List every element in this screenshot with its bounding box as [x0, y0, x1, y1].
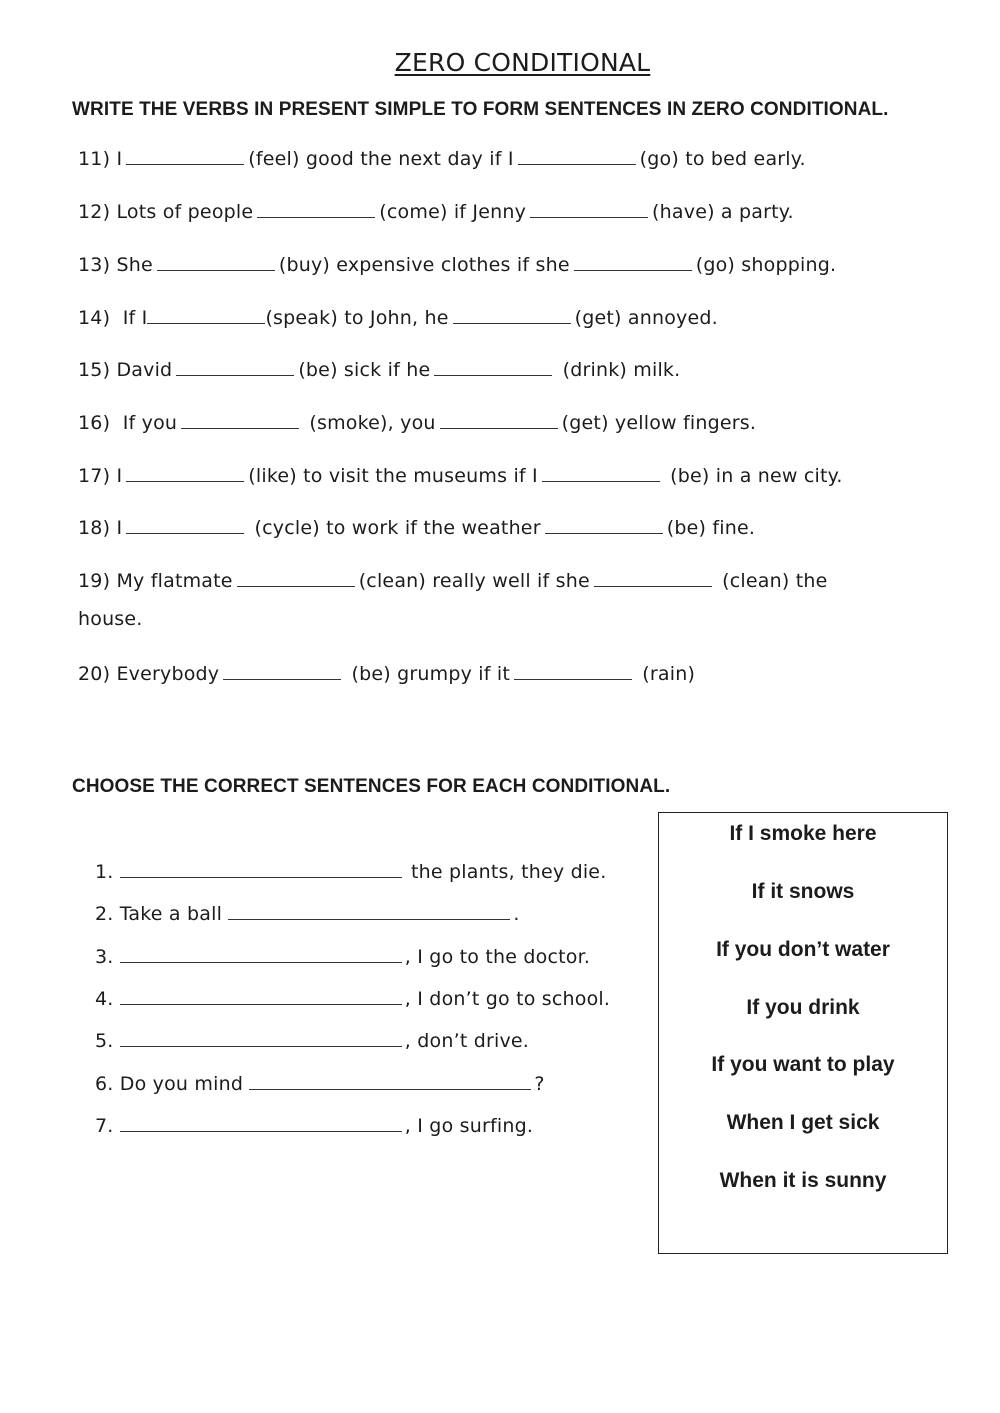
- options-box: [658, 812, 948, 1254]
- answer-blank[interactable]: [228, 901, 510, 920]
- choose-item: 5. , don’t drive.: [95, 1030, 530, 1052]
- answer-blank[interactable]: [574, 252, 692, 271]
- choose-item: 2. Take a ball .: [95, 903, 520, 925]
- choose-item: 4. , I don’t go to school.: [95, 988, 611, 1010]
- answer-blank[interactable]: [120, 944, 402, 963]
- option-item[interactable]: If you drink: [746, 996, 860, 1019]
- answer-blank[interactable]: [530, 199, 648, 218]
- answer-blank[interactable]: [147, 305, 265, 324]
- option-item[interactable]: When it is sunny: [719, 1169, 887, 1192]
- page-title: ZERO CONDITIONAL: [394, 48, 651, 77]
- answer-blank[interactable]: [120, 859, 402, 878]
- exercise-item: 15) David (be) sick if he (drink) milk.: [78, 359, 681, 381]
- answer-blank[interactable]: [518, 146, 636, 165]
- answer-blank[interactable]: [257, 199, 375, 218]
- exercise-item: 12) Lots of people (come) if Jenny (have) a party.: [78, 201, 794, 223]
- choose-item: 7. , I go surfing.: [95, 1115, 534, 1137]
- option-item[interactable]: If it snows: [751, 880, 855, 903]
- exercise-item: 11) I (feel) good the next day if I (go) to bed early.: [78, 148, 806, 170]
- answer-blank[interactable]: [237, 568, 355, 587]
- answer-blank[interactable]: [542, 463, 660, 482]
- section1-instruction: WRITE THE VERBS IN PRESENT SIMPLE TO FORM SENTENCES IN ZERO CONDITIONAL.: [72, 99, 889, 120]
- answer-blank[interactable]: [434, 357, 552, 376]
- exercise-item: 14) If I (speak) to John, he (get) annoyed.: [78, 307, 718, 329]
- option-item[interactable]: When I get sick: [726, 1111, 880, 1134]
- option-item[interactable]: If you don’t water: [716, 938, 890, 961]
- answer-blank[interactable]: [126, 463, 244, 482]
- exercise-item: 16) If you (smoke), you (get) yellow fingers.: [78, 412, 757, 434]
- exercise-item-continuation: house.: [78, 608, 143, 630]
- answer-blank[interactable]: [545, 515, 663, 534]
- answer-blank[interactable]: [120, 1028, 402, 1047]
- answer-blank[interactable]: [453, 305, 571, 324]
- section2-instruction: CHOOSE THE CORRECT SENTENCES FOR EACH CONDITIONAL.: [72, 776, 671, 797]
- exercise-item: 19) My flatmate (clean) really well if she (clean) the: [78, 570, 828, 592]
- answer-blank[interactable]: [594, 568, 712, 587]
- answer-blank[interactable]: [157, 252, 275, 271]
- choose-item: 1. the plants, they die.: [95, 861, 607, 883]
- answer-blank[interactable]: [176, 357, 294, 376]
- choose-item: 6. Do you mind ?: [95, 1073, 545, 1095]
- answer-blank[interactable]: [126, 515, 244, 534]
- choose-item: 3. , I go to the doctor.: [95, 946, 591, 968]
- answer-blank[interactable]: [126, 146, 244, 165]
- answer-blank[interactable]: [181, 410, 299, 429]
- answer-blank[interactable]: [120, 986, 402, 1005]
- exercise-item: 18) I (cycle) to work if the weather (be) fine.: [78, 517, 756, 539]
- option-item[interactable]: If I smoke here: [729, 822, 877, 845]
- exercise-item: 17) I (like) to visit the museums if I (be) in a new city.: [78, 465, 843, 487]
- answer-blank[interactable]: [223, 661, 341, 680]
- answer-blank[interactable]: [440, 410, 558, 429]
- exercise-item: 13) She (buy) expensive clothes if she (go) shopping.: [78, 254, 837, 276]
- option-item[interactable]: If you want to play: [711, 1053, 895, 1076]
- exercise-item: 20) Everybody (be) grumpy if it (rain): [78, 663, 696, 685]
- answer-blank[interactable]: [120, 1113, 402, 1132]
- answer-blank[interactable]: [249, 1071, 531, 1090]
- answer-blank[interactable]: [514, 661, 632, 680]
